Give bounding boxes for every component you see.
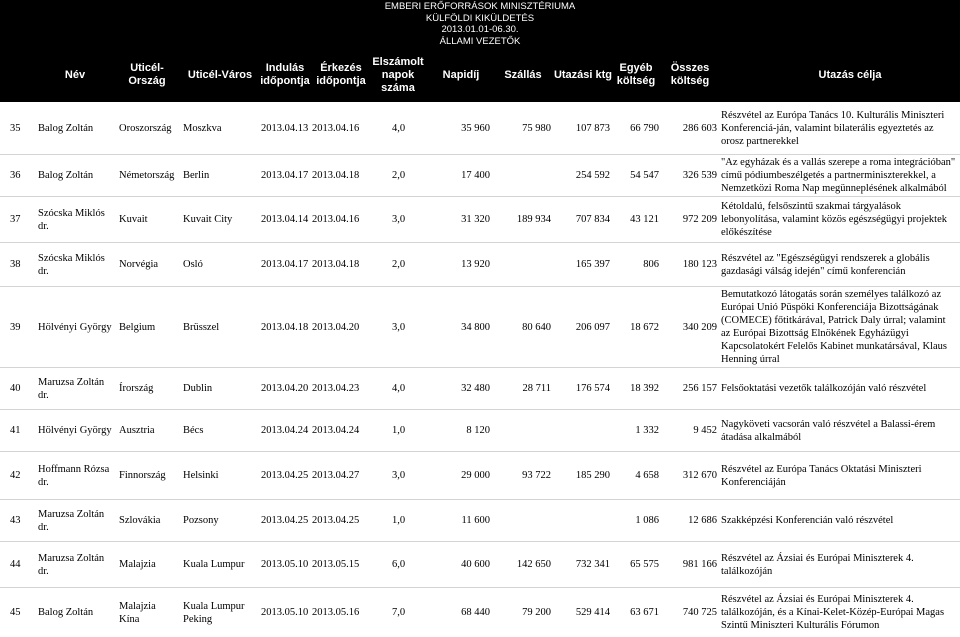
daily-allowance: 31 320: [461, 214, 490, 225]
row-number: 36: [10, 170, 21, 181]
traveler-name: Maruzsa Zoltán dr.: [38, 552, 105, 577]
accommodation-cost: [500, 243, 551, 286]
destination-city: Berlin: [183, 170, 210, 181]
header-utazasi: Utazási ktg: [553, 68, 613, 81]
trip-purpose: "Az egyházak és a vallás szerepe a roma integrációban" című pódiumbeszélgetés a partnerminiszterekkel, a Nemzetközi Roma Nap megünneplésének alkalmából: [721, 157, 956, 194]
days-count: 1,0: [392, 425, 406, 436]
destination-country: Kuvait: [119, 214, 148, 225]
days-count: 1,0: [392, 515, 406, 526]
header-celja: Utazás célja: [818, 68, 882, 81]
departure-date: 2013.04.18: [261, 321, 309, 333]
other-cost: 54 547: [630, 170, 659, 181]
destination-city: Pozsony: [183, 515, 219, 526]
accommodation-cost: 28 711: [522, 383, 551, 394]
destination-city: Dublin: [183, 383, 213, 394]
arrival-date: 2013.04.24: [312, 425, 360, 436]
trip-purpose: Részvétel az Európa Tanács 10. Kulturális Miniszteri Konferenciá-ján, valamint bilaterális egyeztetés az orosz partnerekkel: [721, 109, 945, 147]
travel-cost: 107 873: [575, 122, 610, 134]
days-count: 7,0: [392, 607, 406, 618]
report-subtitle: KÜLFÖLDI KIKÜLDETÉS: [425, 12, 535, 24]
row-number: 40: [10, 383, 21, 394]
destination-country: Finnország: [119, 470, 166, 481]
travel-cost: 206 097: [575, 321, 610, 333]
arrival-date: 2013.04.25: [312, 515, 360, 526]
days-count: 2,0: [392, 259, 406, 270]
header-varos: Uticél-Város: [187, 68, 253, 81]
row-number: 45: [10, 607, 21, 618]
trip-purpose: Részvétel az Ázsiai és Európai Miniszterek 4. találkozóján, és a Kínai-Kelet-Közép-Európai Magas Szintű Miniszteri Kulturális Fórumon: [721, 594, 945, 631]
traveler-name: Balog Zoltán: [38, 122, 94, 134]
arrival-date: 2013.04.16: [312, 214, 360, 225]
daily-allowance: 29 000: [461, 470, 490, 481]
other-cost: 806: [643, 259, 659, 270]
days-count: 3,0: [392, 321, 406, 333]
travel-cost: [558, 410, 610, 451]
arrival-date: 2013.04.18: [312, 170, 360, 181]
total-cost: 12 686: [688, 515, 717, 526]
daily-allowance: 40 600: [461, 559, 490, 570]
travel-cost: 165 397: [575, 259, 610, 270]
daily-allowance: 35 960: [461, 122, 490, 134]
row-number: 38: [10, 259, 21, 270]
accommodation-cost: 79 200: [522, 607, 551, 618]
report-title-block: [0, 0, 960, 48]
traveler-name: Hoffmann Rózsa dr.: [38, 463, 110, 488]
header-osszes: Összes költség: [670, 62, 710, 87]
other-cost: 1 086: [635, 515, 659, 526]
ministry-name: EMBERI ERŐFORRÁSOK MINISZTÉRIUMA: [384, 1, 576, 12]
arrival-date: 2013.05.15: [312, 559, 360, 570]
header-erkezes: Érkezés időpontja: [316, 62, 366, 87]
destination-country: Malajzia Kína: [119, 600, 156, 625]
total-cost: 180 123: [682, 259, 717, 270]
departure-date: 2013.04.25: [261, 470, 309, 481]
other-cost: 18 672: [630, 321, 659, 333]
accommodation-cost: 189 934: [516, 214, 551, 225]
row-number: 39: [10, 321, 21, 333]
destination-city: Moszkva: [183, 122, 222, 134]
days-count: 4,0: [392, 122, 406, 134]
travel-cost: 176 574: [575, 383, 610, 394]
total-cost: 981 166: [682, 559, 717, 570]
travel-cost: [558, 500, 610, 541]
destination-country: Norvégia: [119, 259, 159, 270]
row-number: 44: [10, 559, 21, 570]
traveler-name: Balog Zoltán: [38, 170, 94, 181]
other-cost: 18 392: [630, 383, 659, 394]
destination-city: Helsinki: [183, 470, 219, 481]
other-cost: 65 575: [630, 559, 659, 570]
table-row: [0, 541, 960, 587]
header-orszag: Uticél-Ország: [128, 62, 166, 87]
row-number: 35: [10, 122, 21, 134]
table-row: [0, 286, 960, 367]
accommodation-cost: 142 650: [516, 559, 551, 570]
accommodation-cost: [500, 500, 551, 541]
destination-country: Oroszország: [119, 122, 172, 134]
report-period: 2013.01.01-06.30.: [441, 24, 519, 35]
accommodation-cost: 80 640: [522, 321, 551, 333]
trip-purpose: Felsőoktatási vezetők találkozóján való részvétel: [721, 383, 927, 394]
departure-date: 2013.05.10: [261, 559, 309, 570]
departure-date: 2013.05.10: [261, 607, 309, 618]
days-count: 6,0: [392, 559, 406, 570]
departure-date: 2013.04.17: [261, 170, 309, 181]
row-number: 43: [10, 515, 21, 526]
travel-cost: 707 834: [575, 214, 610, 225]
departure-date: 2013.04.13: [261, 122, 309, 134]
destination-country: Ausztria: [119, 425, 155, 436]
daily-allowance: 34 800: [461, 321, 490, 333]
table-row: [0, 367, 960, 409]
arrival-date: 2013.04.18: [312, 259, 360, 270]
total-cost: 286 603: [682, 122, 717, 134]
table-row: [0, 196, 960, 242]
total-cost: 9 452: [693, 425, 717, 436]
destination-country: Malajzia: [119, 559, 156, 570]
arrival-date: 2013.04.23: [312, 383, 360, 394]
accommodation-cost: [500, 410, 551, 451]
days-count: 3,0: [392, 470, 406, 481]
destination-country: Írország: [119, 383, 154, 394]
total-cost: 340 209: [682, 321, 717, 333]
header-nev: Név: [64, 68, 86, 81]
other-cost: 43 121: [630, 214, 659, 225]
days-count: 4,0: [392, 383, 406, 394]
traveler-name: Hölvényi György: [38, 425, 112, 436]
destination-city: Kuala Lumpur Peking: [183, 600, 245, 625]
destination-city: Bécs: [183, 425, 204, 436]
header-napidij: Napidíj: [442, 68, 480, 81]
traveler-name: Szócska Miklós dr.: [38, 207, 105, 232]
departure-date: 2013.04.25: [261, 515, 309, 526]
travel-cost: 732 341: [575, 559, 610, 570]
daily-allowance: 68 440: [461, 607, 490, 618]
trip-purpose: Szakképzési Konferencián való részvétel: [721, 515, 894, 526]
traveler-name: Hölvényi György: [38, 321, 112, 333]
trip-purpose: Részvétel az "Egészségügyi rendszerek a globális gazdasági válság idején" című konferencián: [721, 252, 930, 277]
traveler-name: Maruzsa Zoltán dr.: [38, 376, 105, 401]
departure-date: 2013.04.24: [261, 425, 309, 436]
table-row: [0, 451, 960, 499]
trip-purpose: Nagyköveti vacsorán való részvétel a Balassi-érem átadása alkalmából: [721, 418, 936, 443]
total-cost: 312 670: [682, 470, 717, 481]
header-indulas: Indulás időpontja: [260, 62, 310, 87]
trip-purpose: Bemutatkozó látogatás során személyes találkozó az Európai Unió Püspöki Konferenciája Bizottságának (COMECE) főtitkárával, Patrick Daly úrral; valamint az Európai Bizottság Elnökének Egyházügyi Kapcsolatokért Felelős Kabinet munkatársával, Klaus Henning úrral: [721, 289, 947, 365]
total-cost: 326 539: [682, 170, 717, 181]
destination-country: Németország: [119, 170, 175, 181]
daily-allowance: 17 400: [461, 170, 490, 181]
trip-purpose: Részvétel az Európa Tanács Oktatási Miniszteri Konferenciáján: [721, 463, 922, 488]
accommodation-cost: 75 980: [522, 122, 551, 134]
destination-city: Kuvait City: [183, 214, 233, 225]
table-row: [0, 499, 960, 541]
days-count: 3,0: [392, 214, 406, 225]
header-egyeb: Egyéb költség: [616, 62, 656, 87]
table-row: [0, 409, 960, 451]
column-header-row: [0, 48, 960, 102]
table-row: [0, 102, 960, 154]
travel-cost: 529 414: [575, 607, 610, 618]
header-szallas: Szállás: [504, 68, 542, 81]
table-row: [0, 154, 960, 196]
daily-allowance: 13 920: [461, 259, 490, 270]
other-cost: 1 332: [635, 425, 659, 436]
other-cost: 63 671: [630, 607, 659, 618]
destination-city: Osló: [183, 259, 203, 270]
destination-city: Kuala Lumpur: [183, 559, 245, 570]
departure-date: 2013.04.17: [261, 259, 309, 270]
report-category: ÁLLAMI VEZETŐK: [439, 35, 521, 47]
other-cost: 4 658: [635, 470, 659, 481]
trip-purpose: Részvétel az Ázsiai és Európai Miniszterek 4. találkozóján: [721, 552, 914, 577]
daily-allowance: 11 600: [461, 515, 490, 526]
arrival-date: 2013.04.27: [312, 470, 360, 481]
total-cost: 256 157: [682, 383, 717, 394]
daily-allowance: 32 480: [461, 383, 490, 394]
table-row: [0, 587, 960, 637]
accommodation-cost: 93 722: [522, 470, 551, 481]
arrival-date: 2013.04.20: [312, 321, 360, 333]
destination-country: Belgium: [119, 321, 156, 333]
trip-purpose: Kétoldalú, felsőszintű szakmai tárgyalások lebonyolítása, valamint közös egészségügyi projektek előkészítése: [721, 201, 947, 238]
traveler-name: Balog Zoltán: [38, 607, 94, 618]
travel-cost: 254 592: [575, 170, 610, 181]
header-napok: Elszámolt napok száma: [372, 55, 424, 94]
travel-cost: 185 290: [575, 470, 610, 481]
arrival-date: 2013.05.16: [312, 607, 360, 618]
departure-date: 2013.04.14: [261, 214, 309, 225]
days-count: 2,0: [392, 170, 406, 181]
departure-date: 2013.04.20: [261, 383, 309, 394]
daily-allowance: 8 120: [466, 425, 490, 436]
accommodation-cost: [500, 155, 551, 196]
row-number: 42: [10, 470, 21, 481]
destination-country: Szlovákia: [119, 515, 161, 526]
destination-city: Brüsszel: [183, 321, 220, 333]
total-cost: 972 209: [682, 214, 717, 225]
row-number: 37: [10, 214, 21, 225]
traveler-name: Szócska Miklós dr.: [38, 252, 105, 277]
traveler-name: Maruzsa Zoltán dr.: [38, 508, 105, 533]
total-cost: 740 725: [682, 607, 717, 618]
table-row: [0, 242, 960, 286]
arrival-date: 2013.04.16: [312, 122, 360, 134]
other-cost: 66 790: [630, 122, 659, 134]
row-number: 41: [10, 425, 21, 436]
